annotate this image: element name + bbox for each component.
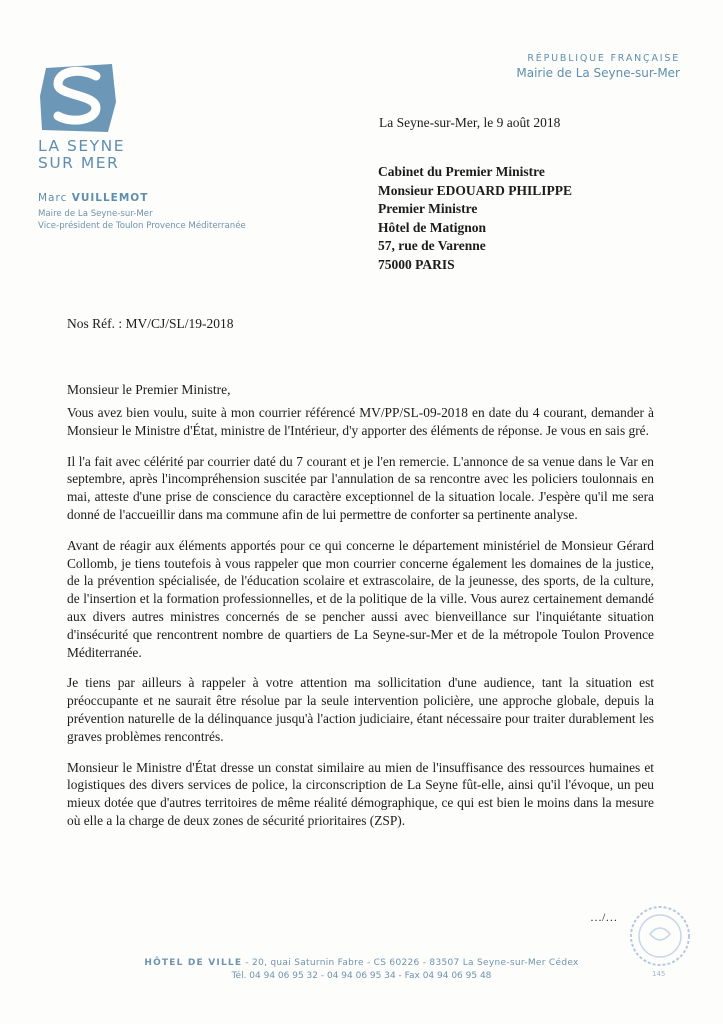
footer-hotel-label: HÔTEL DE VILLE	[144, 958, 243, 968]
republic-label: RÉPUBLIQUE FRANÇAISE	[527, 53, 680, 64]
body-paragraph: Vous avez bien voulu, suite à mon courrier référencé MV/PP/SL-09-2018 en date du 4 courant, demander à Monsieur le Ministre d'État, ministre de l'Intérieur, d'y apporter des éléments de réponse. Je vous en sais gré.	[67, 405, 654, 438]
mayor-last-name: VUILLEMOT	[71, 192, 149, 204]
s-logo-icon	[38, 62, 120, 134]
addressee-line: 75000 PARIS	[378, 256, 455, 272]
addressee-line: Cabinet du Premier Ministre	[378, 164, 545, 179]
footer-contact: Tél. 04 94 06 95 32 - 04 94 06 95 34 - Fax 04 94 06 95 48	[231, 971, 492, 981]
mayor-title-2: Vice-président de Toulon Provence Méditerranée	[38, 221, 246, 231]
mayor-titles	[38, 208, 246, 232]
city-logo	[38, 62, 128, 172]
reference-line: Nos Réf. : MV/CJ/SL/19-2018	[67, 316, 234, 331]
mayor-title-1: Maire de La Seyne-sur-Mer	[38, 209, 153, 219]
footer	[0, 958, 723, 981]
addressee-block	[378, 163, 572, 274]
footer-address-line	[0, 958, 723, 968]
mairie-label: Mairie de La Seyne-sur-Mer	[516, 66, 680, 80]
letter-body	[67, 404, 654, 843]
body-paragraph: Je tiens par ailleurs à rappeler à votre attention ma sollicitation d'une audience, tant la situation est préoccupante et ne saurait être résolue par la seule intervention policière, une approche globale, depuis la prévention naturelle de la délinquance jusqu'à l'action judiciaire, étant nécessaire pour traiter durablement les graves problèmes rencontrés.	[67, 675, 654, 744]
addressee-line: Monsieur EDOUARD PHILIPPE	[378, 182, 573, 198]
logo-line1: LA SEYNE	[38, 137, 126, 155]
body-paragraph: Avant de réagir aux éléments apportés pour ce qui concerne le département ministériel de Monsieur Gérard Collomb, je tiens toutefois à vous rappeler que mon courrier concerne également les domaines de la justice, de la prévention spécialisée, de l'éducation scolaire et extrascolaire, de la jeunesse, des sports, de la culture, de l'insertion et la formation professionnelles, et de la politique de la ville. Vous aurez certainement demandé aux divers autres ministres concernés de se pencher aussi avec bienveillance sur l'inquiétante situation d'insécurité que rencontrent nombre de quartiers de La Seyne-sur-Mer et de la métropole Toulon Provence Méditerranée.	[67, 537, 654, 660]
continuation-mark: …/…	[590, 910, 618, 924]
body-paragraph: Monsieur le Ministre d'État dresse un constat similaire au mien de l'insuffisance des ressources humaines et logistiques des divers services de police, la circonscription de La Seyne fût-elle, ainsi qu'il l'évoque, un peu mieux dotée que d'autres territoires de même réalité démographique, ce qui est bien le moins dans la mesure où elle a la charge de deux zones de sécurité prioritaires (ZSP).	[67, 759, 654, 828]
addressee-line: 57, rue de Varenne	[378, 238, 486, 253]
stamp-number: 145	[652, 970, 666, 978]
logo-line2: SUR MER	[38, 154, 120, 172]
addressee-line: Premier Ministre	[378, 201, 478, 216]
footer-address: - 20, quai Saturnin Fabre - CS 60226 - 83507 La Seyne-sur-Mer Cédex	[242, 958, 579, 968]
republic-header	[516, 53, 680, 80]
mayor-name	[38, 192, 148, 204]
mayor-first-name: Marc	[38, 192, 68, 204]
addressee-line: Hôtel de Matignon	[378, 219, 486, 235]
letter-date: La Seyne-sur-Mer, le 9 août 2018	[379, 115, 561, 130]
salutation: Monsieur le Premier Ministre,	[67, 382, 231, 397]
body-paragraph: Il l'a fait avec célérité par courrier daté du 7 courant et je l'en remercie. L'annonce de sa venue dans le Var en septembre, après l'incompréhension suscitée par l'annulation de sa rencontre avec les policiers toulonnais en mai, atteste d'une prise de conscience du caractère exceptionnel de la situation locale. J'espère qu'il me sera donné de l'accueillir dans ma commune afin de lui permettre de conforter sa pertinente analyse.	[67, 453, 654, 522]
